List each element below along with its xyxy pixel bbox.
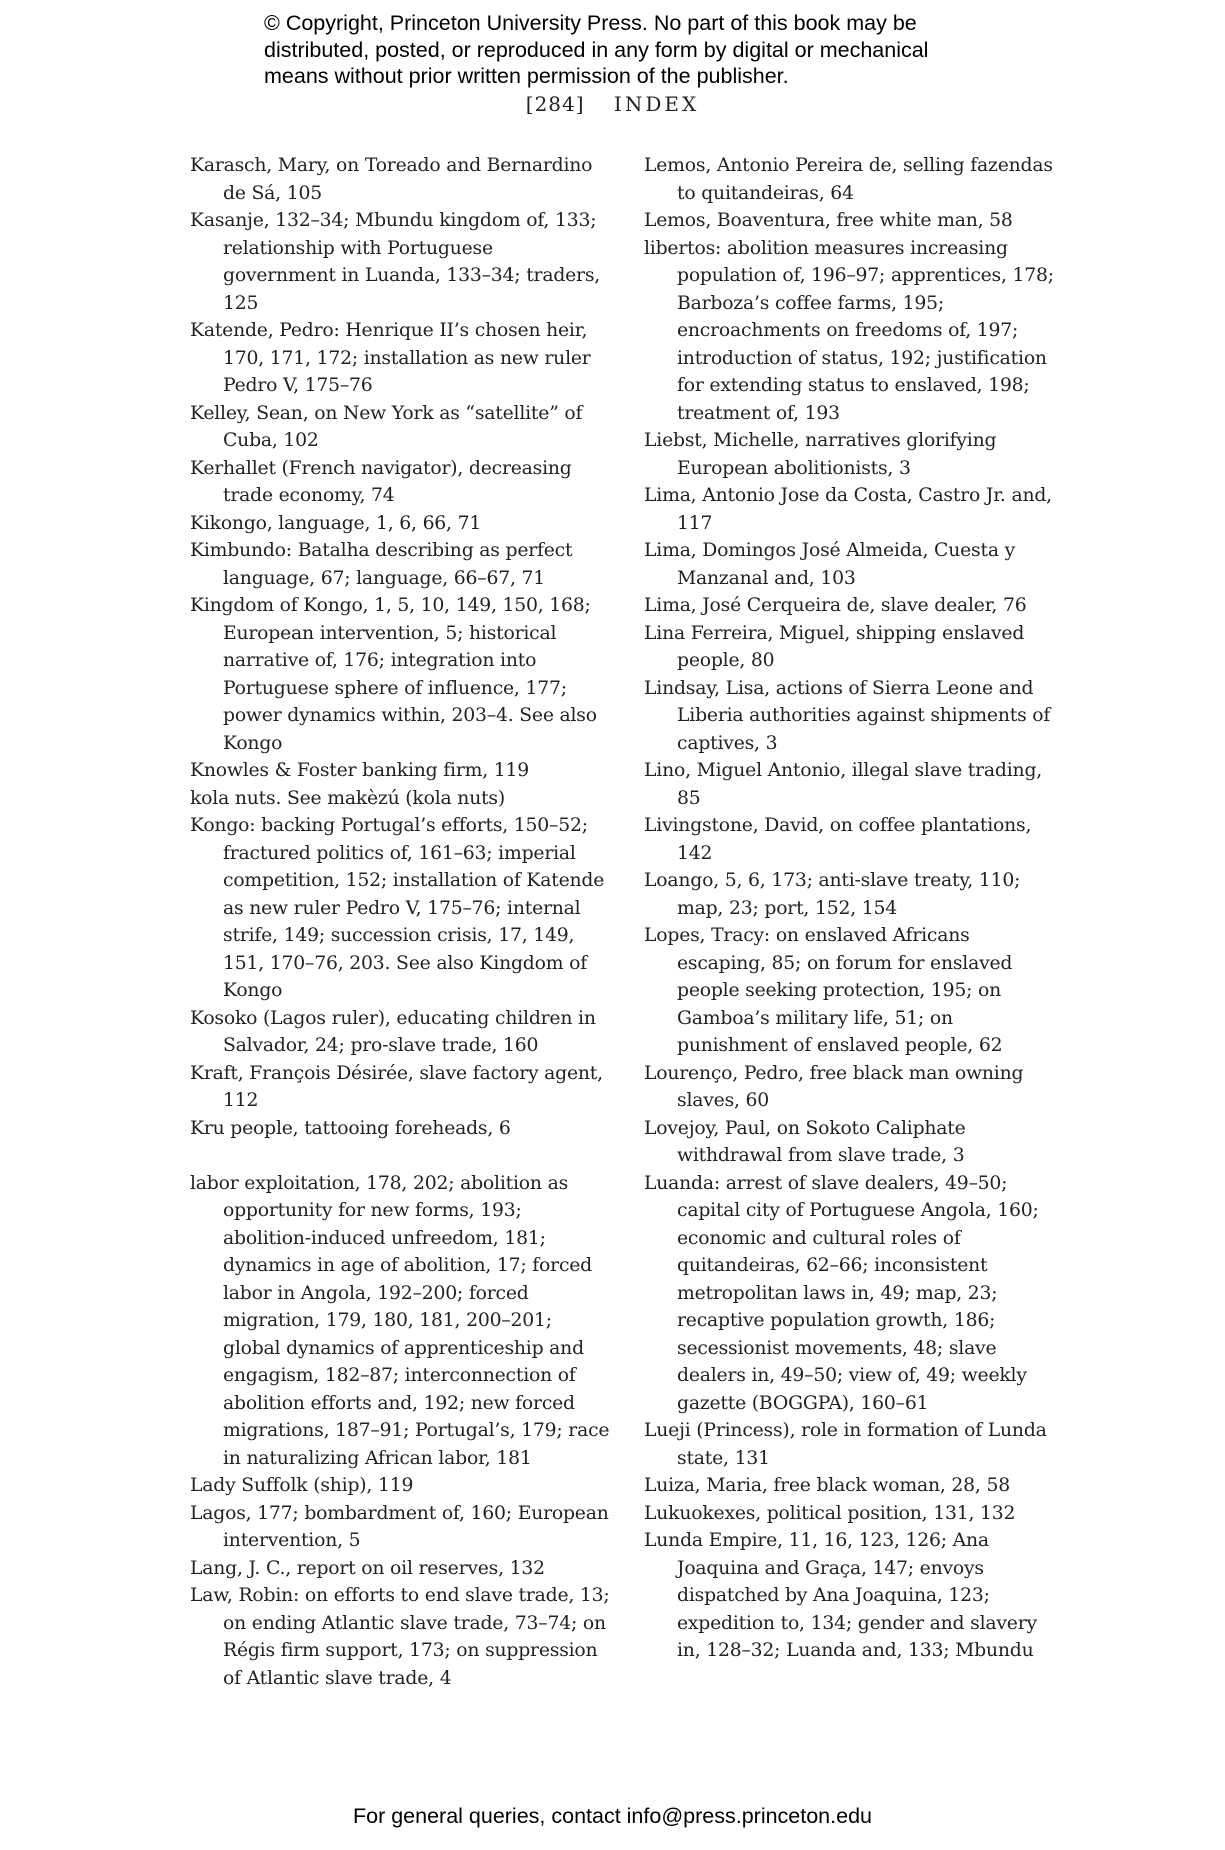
- footer-contact: For general queries, contact info@press.princeton.edu: [352, 1804, 872, 1828]
- index-entry: Lino, Miguel Antonio, illegal slave trading, 85: [644, 760, 1043, 809]
- index-entry: Law, Robin: on efforts to end slave trade, 13; on ending Atlantic slave trade, 73–74; on Régis firm support, 173; on suppression of Atlantic slave trade, 4: [190, 1585, 610, 1689]
- index-entry: Kraft, François Désirée, slave factory agent, 112: [190, 1062, 603, 1111]
- index-entry: Knowles & Foster banking firm, 119: [190, 760, 530, 781]
- index-entry: Lagos, 177; bombardment of, 160; European intervention, 5: [190, 1502, 609, 1551]
- index-entry: Lima, José Cerqueira de, slave dealer, 76: [644, 595, 1027, 616]
- index-entry: libertos: abolition measures increasing population of, 196–97; apprentices, 178; Barboza’s coffee farms, 195; encroachments on freedoms of, 197; introduction of status, 192; justification for extending status to enslaved, 198; treatment of, 193: [644, 237, 1054, 424]
- index-column-right: [644, 152, 1064, 1665]
- copyright-notice: [264, 10, 1024, 90]
- running-head: [0, 92, 1225, 116]
- page-number: [284]: [525, 92, 585, 116]
- index-entry: Kikongo, language, 1, 6, 66, 71: [190, 512, 482, 534]
- index-entry: Lukuokexes, political position, 131, 132: [644, 1502, 1016, 1524]
- index-entry: Lina Ferreira, Miguel, shipping enslaved people, 80: [644, 622, 1025, 671]
- section-title: INDEX: [613, 92, 700, 116]
- index-entry: Kerhallet (French navigator), decreasing trade economy, 74: [190, 457, 572, 506]
- index-entry: Luiza, Maria, free black woman, 28, 58: [644, 1475, 1010, 1496]
- index-entry: Kingdom of Kongo, 1, 5, 10, 149, 150, 168; European intervention, 5; historical narrative of, 176; integration into Portuguese sphere of influence, 177; power dynamics within, 203–4. See also Kongo: [190, 595, 597, 754]
- index-entry: kola nuts. See makèzú (kola nuts): [190, 787, 506, 809]
- index-entry: Kimbundo: Batalha describing as perfect language, 67; language, 66–67, 71: [190, 540, 573, 589]
- index-column-left: [190, 152, 610, 1692]
- copyright-line: distributed, posted, or reproduced in any form by digital or mechanical: [264, 37, 929, 62]
- index-entry: Kasanje, 132–34; Mbundu kingdom of, 133; relationship with Portuguese government in Luanda, 133–34; traders, 125: [190, 210, 601, 314]
- index-entry: Lueji (Princess), role in formation of Lunda state, 131: [644, 1420, 1047, 1469]
- index-entry: Lemos, Antonio Pereira de, selling fazendas to quitandeiras, 64: [644, 155, 1053, 204]
- index-entry: Luanda: arrest of slave dealers, 49–50; capital city of Portuguese Angola, 160; economic and cultural roles of quitandeiras, 62–66; inconsistent metropolitan laws in, 49; map, 23; recaptive population growth, 186; secessionist movements, 48; slave dealers in, 49–50; view of, 49; weekly gazette (BOGGPA), 160–61: [644, 1172, 1039, 1414]
- index-entry: Lang, J. C., report on oil reserves, 132: [190, 1557, 545, 1579]
- index-entry: Kongo: backing Portugal’s efforts, 150–52; fractured politics of, 161–63; imperial competition, 152; installation of Katende as new ruler Pedro V, 175–76; internal strife, 149; succession crisis, 17, 149, 151, 170–76, 203. See also Kingdom of Kongo: [190, 815, 605, 1001]
- index-entry: Kelley, Sean, on New York as “satellite” of Cuba, 102: [190, 402, 583, 451]
- copyright-line: means without prior written permission of the publisher.: [264, 64, 789, 88]
- index-entry: Lunda Empire, 11, 16, 123, 126; Ana Joaquina and Graça, 147; envoys dispatched by Ana Joaquina, 123; expedition to, 134; gender and slavery in, 128–32; Luanda and, 133; Mbundu: [644, 1530, 1037, 1661]
- index-entry: Loango, 5, 6, 173; anti-slave treaty, 110; map, 23; port, 152, 154: [644, 870, 1021, 919]
- index-entry: Lima, Antonio Jose da Costa, Castro Jr. and, 117: [644, 485, 1052, 534]
- index-entry: Lemos, Boaventura, free white man, 58: [644, 210, 1013, 231]
- index-entry: Kru people, tattooing foreheads, 6: [190, 1117, 511, 1139]
- letter-break: [190, 1142, 610, 1170]
- index-entry: Katende, Pedro: Henrique II’s chosen heir, 170, 171, 172; installation as new ruler Pedro V, 175–76: [190, 320, 591, 396]
- index-entry: Lourenço, Pedro, free black man owning slaves, 60: [644, 1062, 1024, 1111]
- index-entry: Kosoko (Lagos ruler), educating children in Salvador, 24; pro-slave trade, 160: [190, 1007, 596, 1056]
- index-entry: labor exploitation, 178, 202; abolition as opportunity for new forms, 193; abolition-induced unfreedom, 181; dynamics in age of abolition, 17; forced labor in Angola, 192–200; forced migration, 179, 180, 181, 200–201; global dynamics of apprenticeship and engagism, 182–87; interconnection of abolition efforts and, 192; new forced migrations, 187–91; Portugal’s, 179; race in naturalizing African labor, 181: [190, 1172, 610, 1469]
- index-entry: Lady Suffolk (ship), 119: [190, 1475, 414, 1496]
- index-entry: Liebst, Michelle, narratives glorifying European abolitionists, 3: [644, 430, 997, 479]
- index-entry: Lima, Domingos José Almeida, Cuesta y Manzanal and, 103: [644, 540, 1016, 589]
- copyright-line: © Copyright, Princeton University Press. No part of this book may be: [264, 11, 917, 35]
- index-entry: Livingstone, David, on coffee plantations, 142: [644, 815, 1032, 864]
- index-entry: Lopes, Tracy: on enslaved Africans escaping, 85; on forum for enslaved people seeking protection, 195; on Gamboa’s military life, 51; on punishment of enslaved people, 62: [644, 925, 1013, 1056]
- index-entry: Karasch, Mary, on Toreado and Bernardino de Sá, 105: [190, 155, 593, 204]
- index-entry: Lovejoy, Paul, on Sokoto Caliphate withdrawal from slave trade, 3: [644, 1117, 966, 1166]
- index-entry: Lindsay, Lisa, actions of Sierra Leone and Liberia authorities against shipments of captives, 3: [644, 677, 1051, 754]
